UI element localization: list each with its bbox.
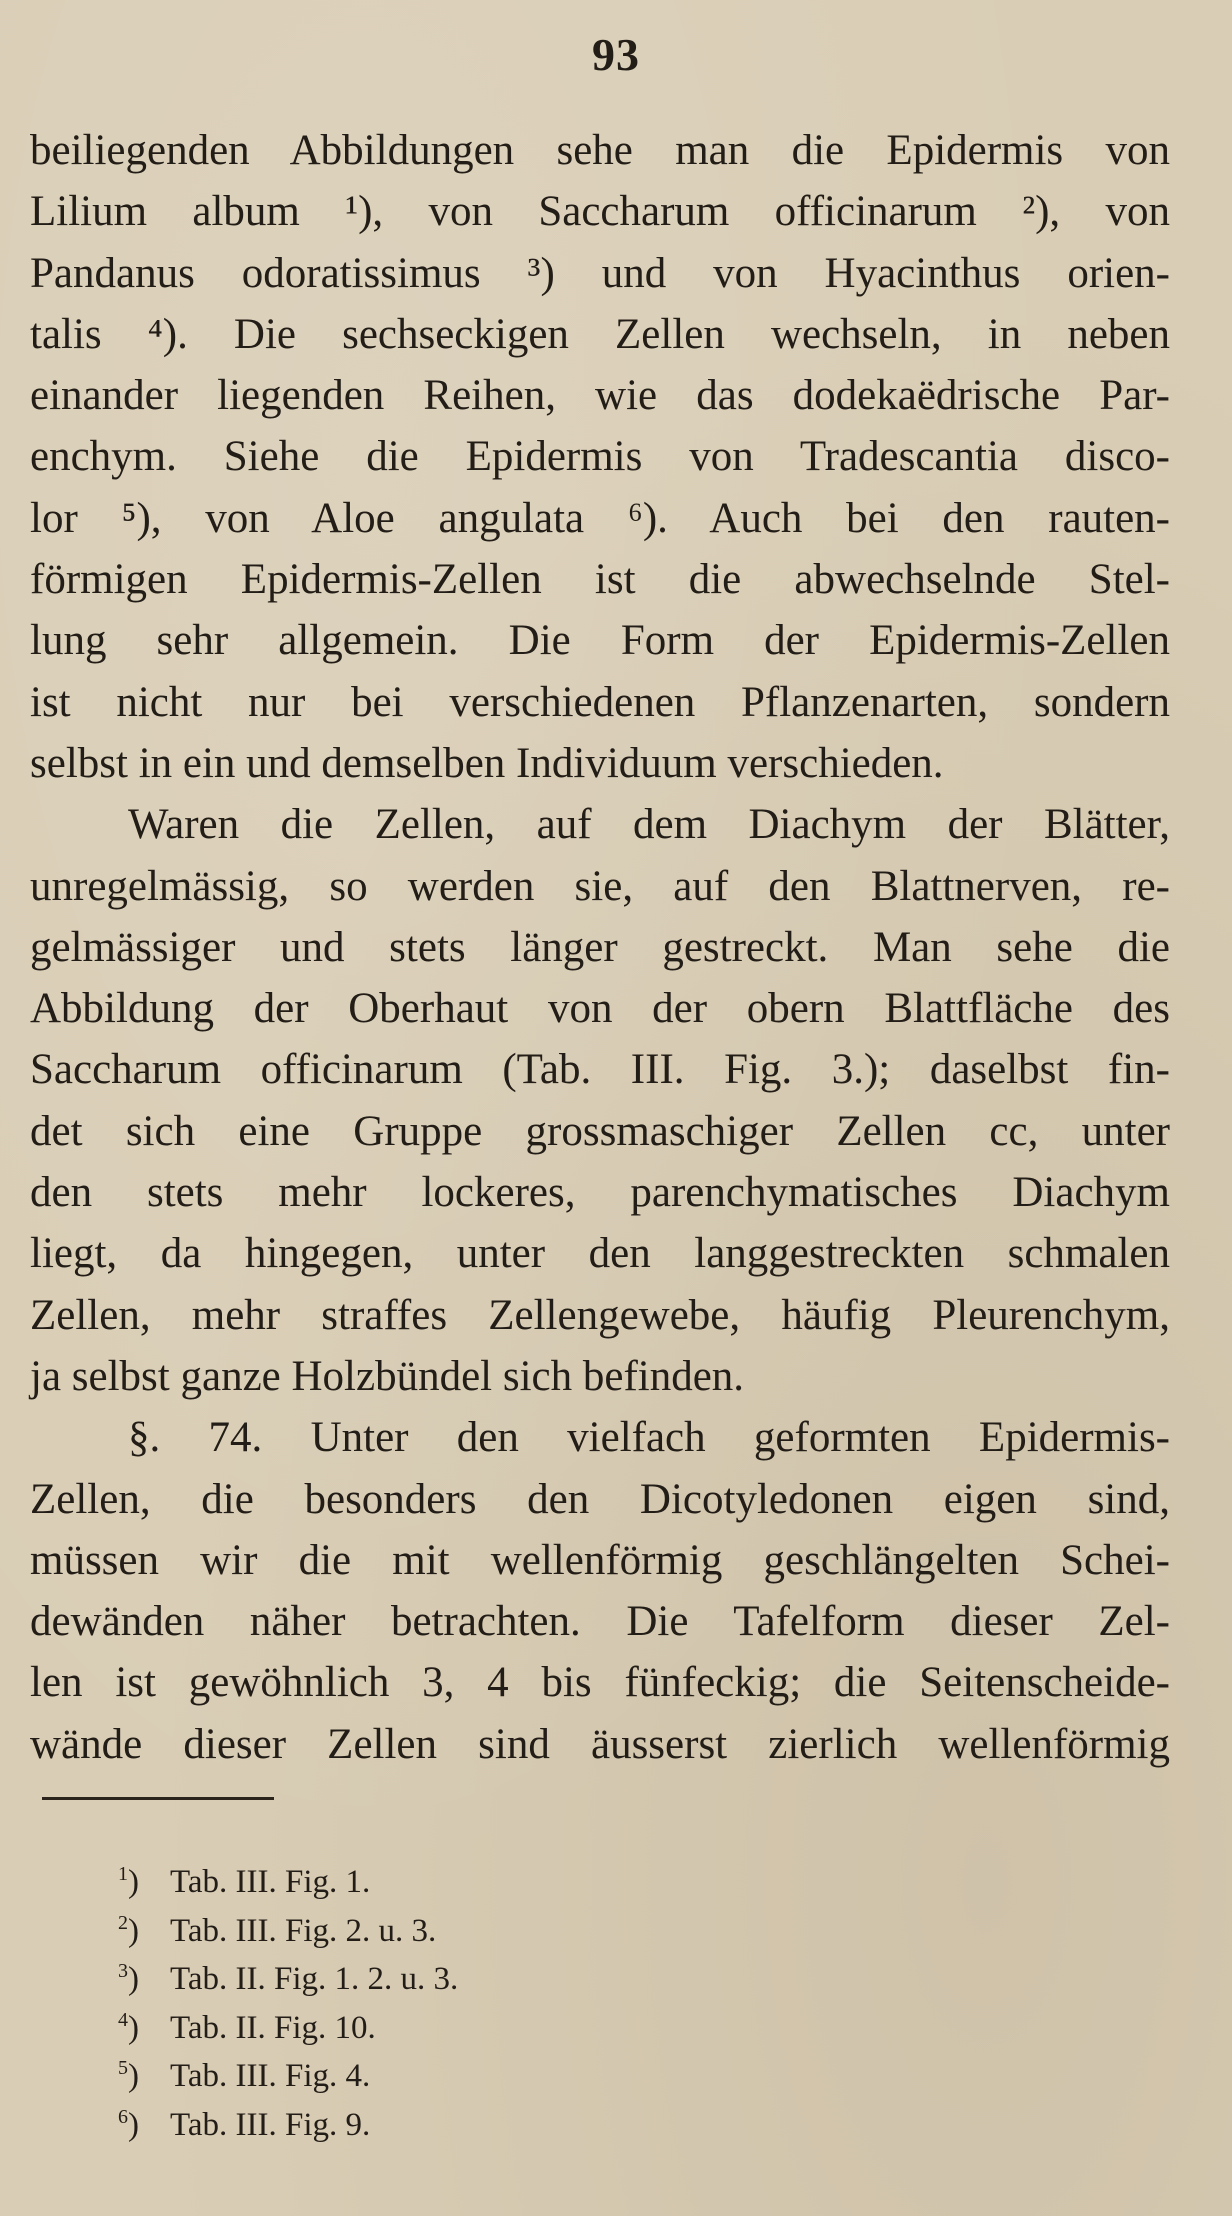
text-line: ist nicht nur bei verschiedenen Pflanzenarten, sondern — [30, 678, 1170, 726]
text-line: Saccharum officinarum (Tab. III. Fig. 3.); daselbst fin- — [30, 1046, 1170, 1094]
footnote-text: Tab. III. Fig. 1. — [170, 1864, 371, 1900]
text-line: Lilium album ¹), von Saccharum officinarum ²), von — [30, 188, 1170, 236]
footnote: $^3$) Tab. II. Fig. 1. 2. u. 3. — [118, 1960, 459, 1998]
text-line: selbst in ein und demselben Individuum verschieden. — [30, 739, 944, 787]
text-line: Zellen, mehr straffes Zellengewebe, häufig Pleurenchym, — [30, 1291, 1170, 1339]
text-line: unregelmässig, so werden sie, auf den Blattnerven, re- — [30, 862, 1170, 910]
text-line: liegt, da hingegen, unter den langgestreckten schmalen — [30, 1230, 1170, 1278]
footnotes — [118, 1850, 718, 2142]
footnote: $^4$) Tab. II. Fig. 10. — [118, 2008, 376, 2046]
text-line: Waren die Zellen, auf dem Diachym der Blätter, — [128, 801, 1170, 849]
footnote: $^1$) Tab. III. Fig. 1. — [118, 1863, 371, 1900]
text-line: §. 74. Unter den vielfach geformten Epidermis- — [128, 1414, 1170, 1462]
text-line: gelmässiger und stets länger gestreckt. Man sehe die — [30, 923, 1170, 971]
footnote-text: Tab. III. Fig. 9. — [170, 2106, 371, 2143]
footnote-text: Tab. III. Fig. 2. u. 3. — [170, 1912, 437, 1949]
text-line: lung sehr allgemein. Die Form der Epidermis-Zellen — [30, 617, 1170, 665]
text-line: talis ⁴). Die sechseckigen Zellen wechseln, in neben — [30, 310, 1170, 358]
page-number: 93 — [592, 29, 640, 80]
text-line: det sich eine Gruppe grossmaschiger Zellen cc, unter — [30, 1107, 1170, 1155]
text-line: einander liegenden Reihen, wie das dodekaëdrische Par- — [30, 372, 1170, 420]
footnote-text: Tab. III. Fig. 4. — [170, 2058, 371, 2095]
body-text — [30, 120, 1170, 1775]
footnote-text: Tab. II. Fig. 1. 2. u. 3. — [170, 1961, 459, 1998]
footnote-number: 1 — [118, 1863, 128, 1885]
text-line: den stets mehr lockeres, parenchymatisches Diachym — [30, 1169, 1170, 1217]
footnote: $^2$) Tab. III. Fig. 2. u. 3. — [118, 1911, 437, 1949]
text-line: förmigen Epidermis-Zellen ist die abwechselnde Stel- — [30, 556, 1170, 604]
footnote-number: 4 — [118, 2008, 128, 2031]
text-line: lor ⁵), von Aloe angulata ⁶). Auch bei den rauten- — [30, 494, 1170, 542]
text-line: ja selbst ganze Holzbündel sich befinden. — [30, 1352, 745, 1400]
footnote: $^5$) Tab. III. Fig. 4. — [118, 2057, 371, 2095]
footnote-text: Tab. II. Fig. 10. — [170, 2009, 376, 2046]
text-line: Pandanus odoratissimus ³) und von Hyacinthus orien- — [30, 249, 1170, 297]
text-line: len ist gewöhnlich 3, 4 bis fünfeckig; die Seitenscheide- — [30, 1659, 1170, 1707]
footnote-number: 2 — [118, 1911, 128, 1934]
text-line: dewänden näher betrachten. Die Tafelform dieser Zel- — [30, 1598, 1170, 1646]
text-line: wände dieser Zellen sind äusserst zierlich wellenförmig — [30, 1720, 1170, 1768]
text-line: Zellen, die besonders den Dicotyledonen eigen sind, — [30, 1475, 1170, 1523]
footnote-number: 3 — [118, 1960, 128, 1983]
footnote-number: 5 — [118, 2057, 128, 2080]
text-line: beiliegenden Abbildungen sehe man die Epidermis von — [30, 127, 1170, 174]
footnote-number: 6 — [118, 2105, 128, 2128]
text-line: Abbildung der Oberhaut von der obern Blattfläche des — [30, 985, 1170, 1033]
text-line: enchym. Siehe die Epidermis von Tradescantia disco- — [30, 433, 1170, 481]
footnote-divider — [42, 1797, 274, 1800]
footnote: $^6$) Tab. III. Fig. 9. — [118, 2105, 371, 2143]
text-line: müssen wir die mit wellenförmig geschlängelten Schei- — [30, 1536, 1170, 1584]
